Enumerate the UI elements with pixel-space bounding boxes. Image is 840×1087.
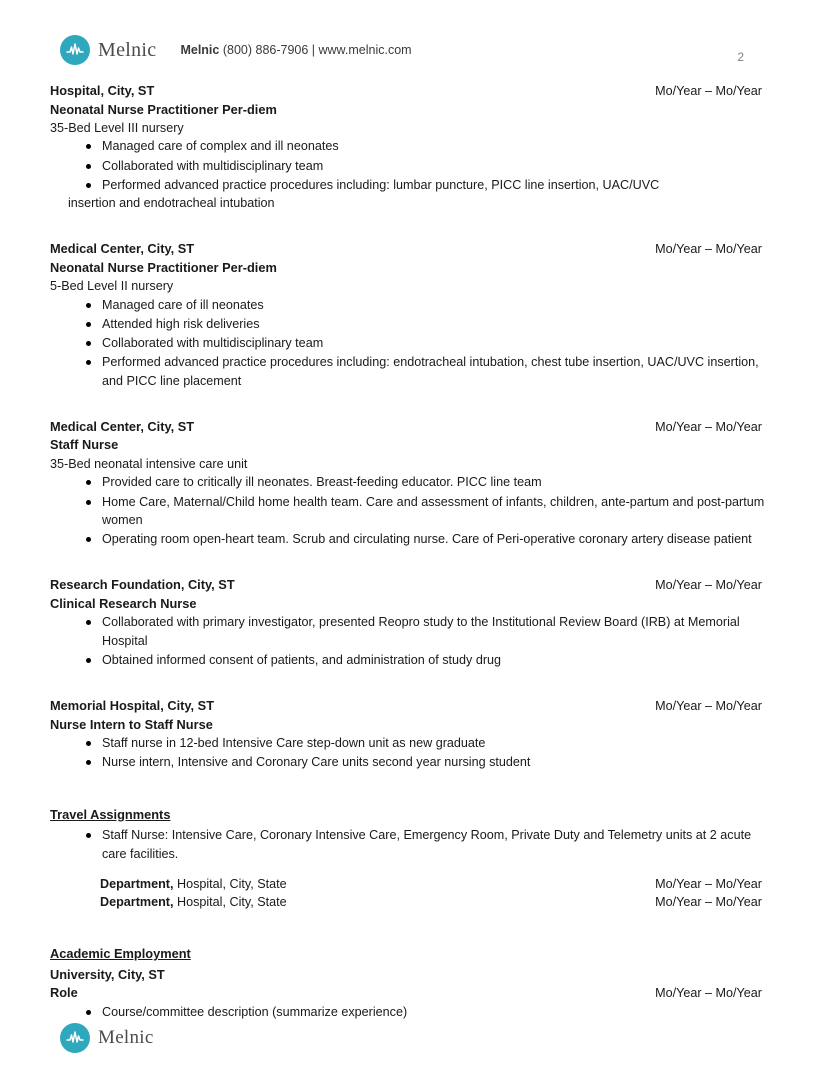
- bullet-list: [50, 1003, 768, 1021]
- page-number: 2: [737, 50, 744, 64]
- department-label: [100, 875, 287, 893]
- employer-name: Medical Center, City, ST: [50, 418, 195, 434]
- job-title: Neonatal Nurse Practitioner Per-diem: [50, 101, 277, 117]
- department-row: [100, 875, 768, 893]
- bullet-item: Performed advanced practice procedures including: endotracheal intubation, chest tube insertion, UAC/UVC insertion, and PICC line placement: [84, 353, 768, 390]
- academic-role: Role: [50, 985, 78, 1001]
- bullet-item: [68, 176, 768, 213]
- bullet-text: Performed advanced practice procedures including: lumbar puncture, PICC line insertion, UAC/UVC: [102, 177, 660, 192]
- brand-logo: [60, 35, 156, 65]
- section-heading: Travel Assignments: [50, 806, 171, 822]
- melnic-logo-icon: [60, 35, 90, 65]
- footer-brand-name: Melnic: [98, 1027, 154, 1048]
- section-spacer: [50, 564, 768, 576]
- entry-headline: [50, 576, 768, 595]
- department-dates: Mo/Year – Mo/Year: [655, 876, 762, 891]
- bullet-item: Staff Nurse: Intensive Care, Coronary Intensive Care, Emergency Room, Private Duty and Telemetry units at 2 acute care facilities.: [84, 826, 768, 863]
- bullet-item: Collaborated with multidisciplinary team: [84, 157, 768, 175]
- job-subtitle: 5-Bed Level II nursery: [50, 279, 174, 294]
- header-contact-brand: Melnic: [180, 43, 220, 57]
- bullet-list: [50, 296, 768, 390]
- employment-dates: Mo/Year – Mo/Year: [655, 578, 762, 593]
- section-spacer: [50, 228, 768, 240]
- entry-headline: [50, 240, 768, 259]
- brand-name: Melnic: [98, 38, 157, 61]
- section-spacer: [50, 788, 768, 806]
- department-name: Department,: [100, 876, 174, 891]
- bullet-item: Provided care to critically ill neonates. Breast-feeding educator. PICC line team: [84, 473, 768, 491]
- department-detail: Hospital, City, State: [173, 895, 287, 910]
- entry-headline: [50, 697, 768, 716]
- institution-name: University, City, ST: [50, 966, 165, 982]
- page-footer: [60, 1023, 154, 1053]
- department-dates: Mo/Year – Mo/Year: [655, 895, 762, 910]
- bullet-item: Collaborated with primary investigator, presented Reopro study to the Institutional Review Board (IRB) at Memorial Hospital: [84, 613, 768, 650]
- bullet-item: Home Care, Maternal/Child home health team. Care and assessment of infants, children, ante-partum and post-partum women: [84, 493, 768, 530]
- employer-name: Medical Center, City, ST: [50, 241, 195, 257]
- section-spacer: [50, 685, 768, 697]
- experience-entry: [50, 576, 768, 669]
- experience-entry: [50, 82, 768, 212]
- employment-dates: Mo/Year – Mo/Year: [655, 242, 762, 257]
- bullet-item: Obtained informed consent of patients, and administration of study drug: [84, 651, 768, 669]
- entry-headline: [50, 984, 768, 1003]
- job-title: Neonatal Nurse Practitioner Per-diem: [50, 259, 277, 275]
- bullet-item: Collaborated with multidisciplinary team: [84, 334, 768, 352]
- bullet-list: [50, 137, 768, 212]
- section-heading: Academic Employment: [50, 946, 191, 962]
- employment-dates: Mo/Year – Mo/Year: [655, 699, 762, 714]
- entry-headline: [50, 418, 768, 437]
- experience-entry: [50, 418, 768, 548]
- bullet-item: Staff nurse in 12-bed Intensive Care step-down unit as new graduate: [84, 734, 768, 752]
- department-detail: Hospital, City, State: [173, 876, 287, 891]
- job-title: Nurse Intern to Staff Nurse: [50, 716, 213, 732]
- bullet-item: Operating room open-heart team. Scrub and circulating nurse. Care of Peri-operative coronary artery disease patient: [84, 530, 768, 548]
- job-title: Clinical Research Nurse: [50, 595, 197, 611]
- department-list: [50, 875, 768, 912]
- section-spacer: [50, 406, 768, 418]
- employer-name: Research Foundation, City, ST: [50, 577, 235, 593]
- travel-assignments-section: [50, 806, 768, 912]
- bullet-item: Attended high risk deliveries: [84, 315, 768, 333]
- melnic-logo-icon: [60, 1023, 90, 1053]
- page-header: [0, 0, 840, 64]
- job-subtitle: 35-Bed neonatal intensive care unit: [50, 457, 248, 472]
- employment-dates: Mo/Year – Mo/Year: [655, 84, 762, 98]
- bullet-item: Managed care of complex and ill neonates: [84, 137, 768, 155]
- bullet-list: [50, 613, 768, 669]
- academic-employment-section: [50, 945, 768, 1021]
- department-label: [100, 893, 287, 911]
- employer-name: Hospital, City, ST: [50, 83, 155, 98]
- resume-body: [0, 60, 840, 1021]
- bullet-item: Course/committee description (summarize experience): [84, 1003, 768, 1021]
- bullet-list: [50, 734, 768, 772]
- entry-headline: [50, 82, 768, 101]
- academic-dates: Mo/Year – Mo/Year: [655, 986, 762, 1001]
- experience-entry: [50, 240, 768, 390]
- employer-name: Memorial Hospital, City, ST: [50, 698, 215, 714]
- bullet-item: Managed care of ill neonates: [84, 296, 768, 314]
- job-title: Staff Nurse: [50, 437, 119, 453]
- bullet-overflow-text: insertion and endotracheal intubation: [68, 196, 275, 211]
- bullet-list: [50, 473, 768, 548]
- header-contact: [180, 43, 411, 57]
- bullet-list: [50, 826, 768, 863]
- experience-entry: [50, 697, 768, 772]
- header-contact-details: (800) 886-7906 | www.melnic.com: [219, 43, 412, 57]
- department-name: Department,: [100, 895, 174, 910]
- department-row: [100, 893, 768, 911]
- bullet-item: Nurse intern, Intensive and Coronary Care units second year nursing student: [84, 753, 768, 771]
- employment-dates: Mo/Year – Mo/Year: [655, 419, 762, 434]
- section-spacer: [50, 927, 768, 945]
- job-subtitle: 35-Bed Level III nursery: [50, 121, 184, 136]
